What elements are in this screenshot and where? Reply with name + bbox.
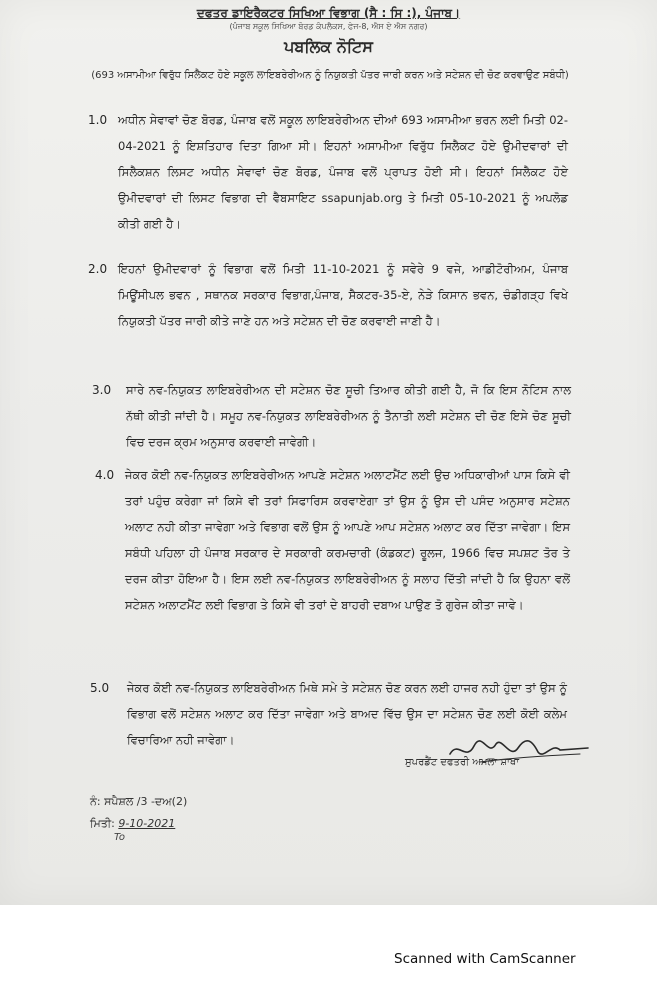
paragraph-number: 2.0: [88, 262, 108, 276]
paragraph-text: ਜੇਕਰ ਕੋਈ ਨਵ-ਨਿਯੁਕਤ ਲਾਇਬਰੇਰੀਅਨ ਆਪਣੇ ਸਟੇਸ਼ਨ ਅਲਾਟਮੈਂਟ ਲਈ ਉਚ ਅਧਿਕਾਰੀਆਂ ਪਾਸ ਕਿਸੇ ਵੀ ਤਰਾਂ ਪਹੁੰਚ ਕਰੇਗਾ ਜਾਂ ਕਿਸੇ ਵੀ ਤਰਾਂ ਸਿਫਾਰਿਸ ਕਰਵਾਏਗਾ ਤਾਂ ਉਸ ਨੂੰ ਉਸ ਦੀ ਪਸੰਦ ਅਨੁਸਾਰ ਸਟੇਸ਼ਨ ਅਲਾਟ ਨਹੀ ਕੀਤਾ ਜਾਵੇਗਾ ਅਤੇ ਵਿਭਾਗ ਵਲੋਂ ਉਸ ਨੂੰ ਆਪਣੇ ਆਪ ਸਟੇਸ਼ਨ ਅਲਾਟ ਕਰ ਦਿੱਤਾ ਜਾਵੇਗਾ। ਇਸ ਸਬੰਧੀ ਪਹਿਲਾ ਹੀ ਪੰਜਾਬ ਸਰਕਾਰ ਦੇ ਸਰਕਾਰੀ ਕਰਮਚਾਰੀ (ਕੰਡਕਟ) ਰੂਲਜ, 1966 ਵਿਚ ਸਪਸ਼ਟ ਤੋਰ ਤੇ ਦਰਜ ਕੀਤਾ ਹੋਇਆ ਹੈ। ਇਸ ਲਈ ਨਵ-ਨਿਯੁਕਤ ਲਾਇਬਰੇਰੀਅਨ ਨੂੰ ਸਲਾਹ ਦਿੱਤੀ ਜਾਂਦੀ ਹੈ ਕਿ ਉਹਨਾ ਵਲੋਂ ਸਟੇਸ਼ਨ ਅਲਾਟਮੈਂਟ ਲਈ ਵਿਭਾਗ ਤੇ ਕਿਸੇ ਵੀ ਤਰਾਂ ਦੇ ਬਾਹਰੀ ਦਬਾਅ ਪਾਉਣ ਤੋ ਗੁਰੇਜ ਕੀਤਾ ਜਾਵੇ।: [125, 468, 570, 612]
office-header: [0, 6, 657, 21]
paragraph-number: 3.0: [92, 383, 112, 397]
notice-subject: (693 ਅਸਾਮੀਆ ਵਿਰੁੱਧ ਸਿਲੈਕਟ ਹੋਏ ਸਕੂਲ ਲਾਇਬਰੇਰੀਅਨ ਨੂੰ ਨਿਯੁਕਤੀ ਪੱਤਰ ਜਾਰੀ ਕਰਨ ਅਤੇ ਸਟੇਸ਼ਨ ਦੀ ਚੋਣ ਕਰਵਾਉਣ ਸਬੰਧੀ): [91, 70, 569, 81]
reference-number: ਨੰ: ਸਪੈਸ਼ਲ /3 -ਦਅ(2): [90, 795, 188, 808]
camscanner-watermark: Scanned with CamScanner: [394, 951, 576, 967]
date-label: ਮਿਤੀ:: [90, 817, 115, 830]
to-mark: To: [114, 832, 125, 843]
paragraph-number: 1.0: [88, 113, 108, 127]
paragraph-text: ਇਹਨਾਂ ਉਮੀਦਵਾਰਾਂ ਨੂੰ ਵਿਭਾਗ ਵਲੋਂ ਮਿਤੀ 11-10-2021 ਨੂੰ ਸਵੇਰੇ 9 ਵਜੇ, ਆਡੀਟੋਰੀਅਮ, ਪੰਜਾਬ ਮਿਊਂਸੀਪਲ ਭਵਨ , ਸਥਾਨਕ ਸਰਕਾਰ ਵਿਭਾਗ,ਪੰਜਾਬ, ਸੈਕਟਰ-35-ਏ, ਨੇੜੇ ਕਿਸਾਨ ਭਵਨ, ਚੰਡੀਗੜ੍ਹ ਵਿਖੇ ਨਿਯੁਕਤੀ ਪੱਤਰ ਜਾਰੀ ਕੀਤੇ ਜਾਣੇ ਹਨ ਅਤੇ ਸਟੇਸ਼ਨ ਦੀ ਚੋਣ ਕਰਵਾਈ ਜਾਣੀ ਹੈ।: [118, 262, 568, 328]
paragraph-text: ਜੇਕਰ ਕੋਈ ਨਵ-ਨਿਯੁਕਤ ਲਾਇਬਰੇਰੀਅਨ ਮਿਥੇ ਸਮੇ ਤੇ ਸਟੇਸ਼ਨ ਚੋਣ ਕਰਨ ਲਈ ਹਾਜਰ ਨਹੀ ਹੁੰਦਾ ਤਾਂ ਉਸ ਨੂੰ ਵਿਭਾਗ ਵਲੋਂ ਸਟੇਸ਼ਨ ਅਲਾਟ ਕਰ ਦਿੱਤਾ ਜਾਵੇਗਾ ਅਤੇ ਬਾਅਦ ਵਿੱਚ ਉਸ ਦਾ ਸਟੇਸ਼ਨ ਚੋਣ ਲਈ ਕੋਈ ਕਲੇਮ ਵਿਚਾਰਿਆ ਨਹੀ ਜਾਵੇਗਾ।: [127, 681, 567, 747]
date-value: 9-10-2021: [118, 817, 176, 830]
notice-title: ਪਬਲਿਕ ਨੋਟਿਸ: [284, 37, 373, 56]
signatory-designation: ਸੁਪਰਡੈਂਟ ਦਫਤਰੀ ਅਮਲਾ ਸ਼ਾਖਾ: [405, 757, 520, 768]
paragraph-number: 5.0: [90, 681, 110, 695]
paragraph-text: ਸਾਰੇ ਨਵ-ਨਿਯੁਕਤ ਲਾਇਬਰੇਰੀਅਨ ਦੀ ਸਟੇਸ਼ਨ ਚੋਣ ਸੂਚੀ ਤਿਆਰ ਕੀਤੀ ਗਈ ਹੈ, ਜੋ ਕਿ ਇਸ ਨੋਟਿਸ ਨਾਲ ਨੱਥੀ ਕੀਤੀ ਜਾਂਦੀ ਹੈ। ਸਮੂਹ ਨਵ-ਨਿਯੁਕਤ ਲਾਇਬਰੇਰੀਅਨ ਨੂੰ ਤੈਨਾਤੀ ਲਈ ਸਟੇਸ਼ਨ ਦੀ ਚੋਣ ਇਸੇ ਚੋਣ ਸੂਚੀ ਵਿਚ ਦਰਜ ਕ੍ਰਮ ਅਨੁਸਾਰ ਕਰਵਾਈ ਜਾਵੇਗੀ।: [126, 383, 571, 449]
office-address: (ਪੰਜਾਬ ਸਕੂਲ ਸਿਖਿਆ ਬੋਰਡ ਕੰਪਲੈਕਸ, ਫੇਜ-8, ਐਸ ਏ ਐਸ ਨਗਰ): [229, 22, 428, 31]
paragraph-text: ਅਧੀਨ ਸੇਵਾਵਾਂ ਚੋਣ ਬੋਰਡ, ਪੰਜਾਬ ਵਲੋਂ ਸਕੂਲ ਲਾਇਬਰੇਰੀਅਨ ਦੀਆਂ 693 ਅਸਾਮੀਆ ਭਰਨ ਲਈ ਮਿਤੀ 02-04-2021 ਨੂੰ ਇਸ਼ਤਿਹਾਰ ਦਿਤਾ ਗਿਆ ਸੀ। ਇਹਨਾਂ ਅਸਾਮੀਆ ਵਿਰੁੱਧ ਸਿਲੈਕਟ ਹੋਏ ਉਮੀਦਵਾਰਾਂ ਦੀ ਸਿਲੈਕਸ਼ਨ ਲਿਸਟ ਅਧੀਨ ਸੇਵਾਵਾਂ ਚੋਣ ਬੋਰਡ, ਪੰਜਾਬ ਵਲੋਂ ਪ੍ਰਾਪਤ ਹੋਈ ਸੀ। ਇਹਨਾਂ ਸਿਲੈਕਟ ਹੋਏ ਉਮੀਦਵਾਰਾਂ ਦੀ ਲਿਸਟ ਵਿਭਾਗ ਦੀ ਵੈਬਸਾਇਟ ssapunjab.org ਤੇ ਮਿਤੀ 05-10-2021 ਨੂੰ ਅਪਲੋਡ ਕੀਤੀ ਗਈ ਹੈ।: [118, 113, 568, 231]
office-header-text: ਦਫਤਰ ਡਾਇਰੈਕਟਰ ਸਿਖਿਆ ਵਿਭਾਗ (ਸੈ : ਸਿ :), ਪੰਜਾਬ।: [196, 6, 461, 20]
reference-date: [90, 817, 175, 831]
paragraph-number: 4.0: [95, 468, 115, 482]
